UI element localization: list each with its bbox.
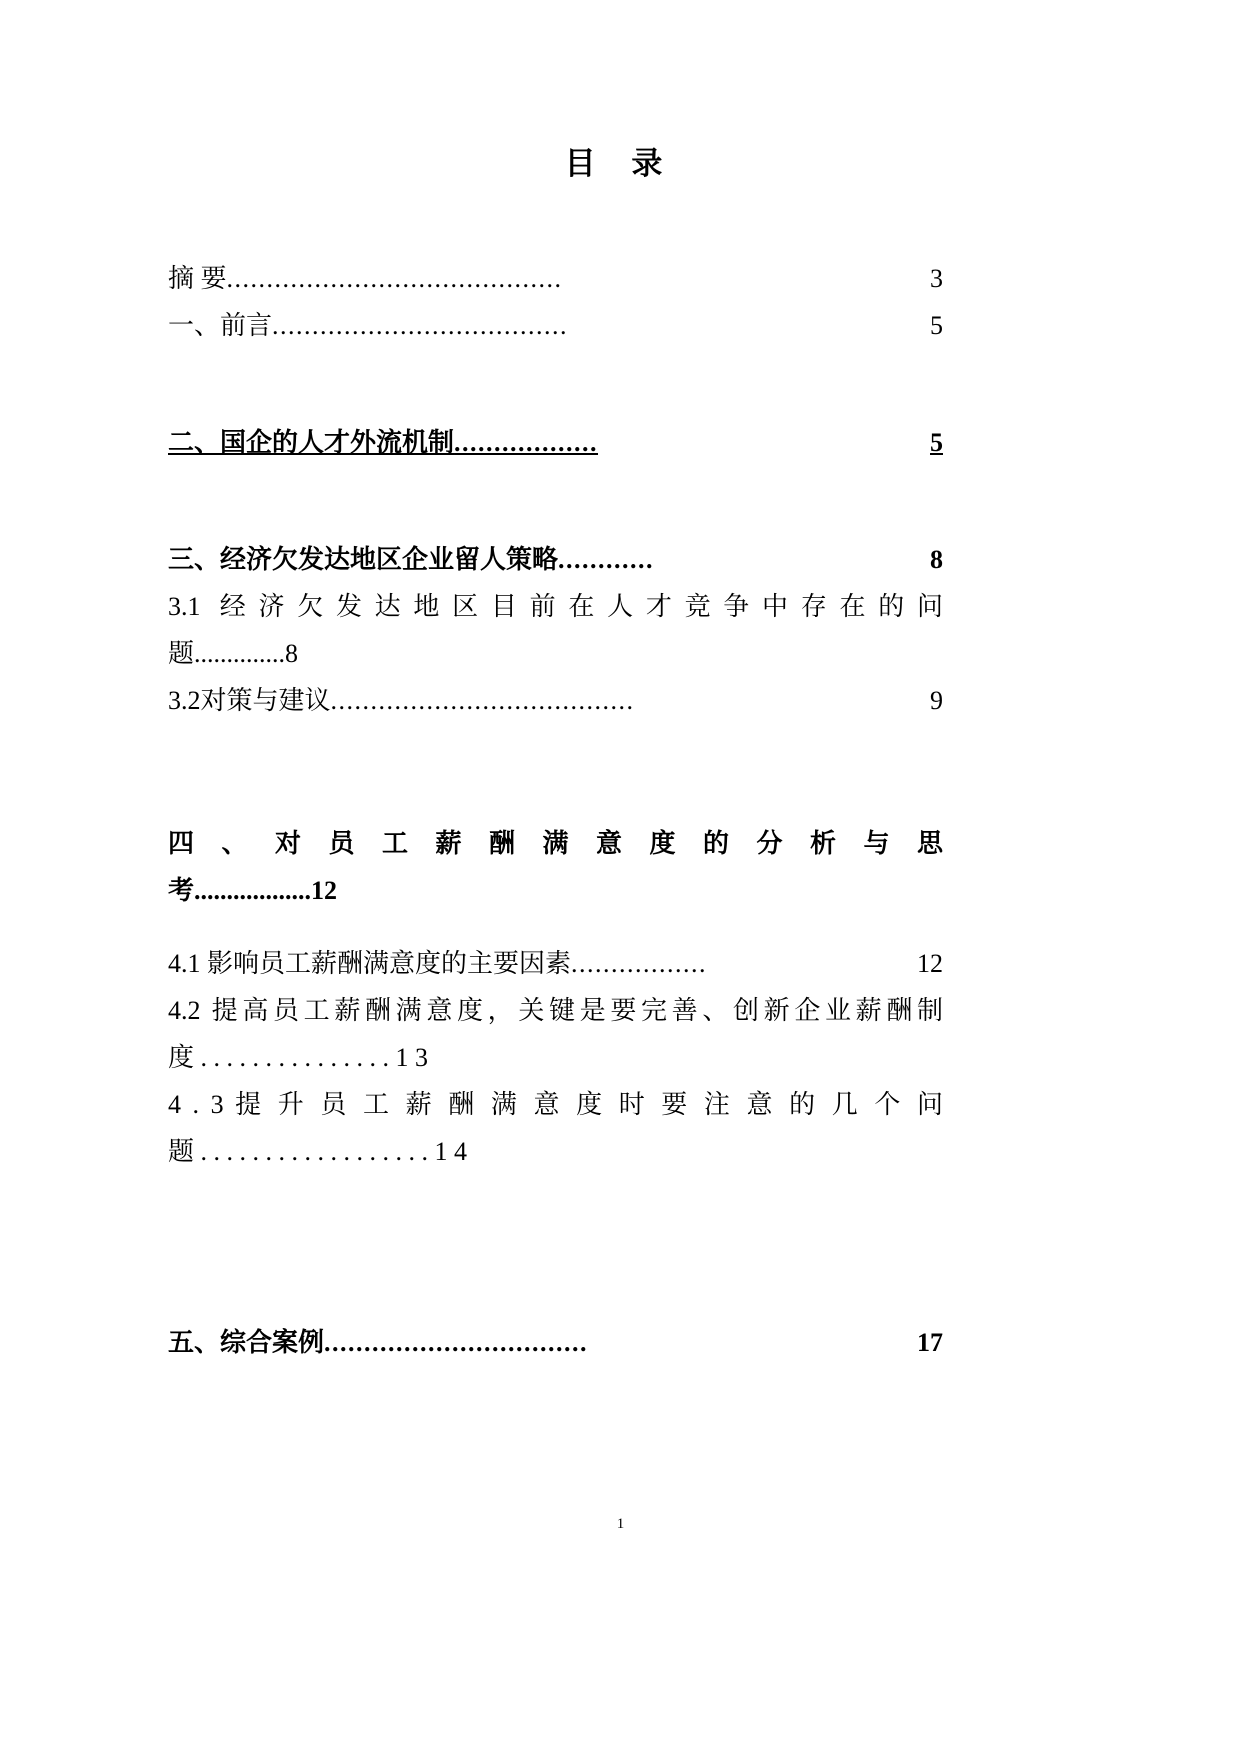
toc-entry-page: 8 — [930, 545, 943, 574]
page-title: 目 录 — [564, 146, 677, 181]
spacer — [168, 914, 943, 940]
toc-entry[interactable] — [168, 583, 943, 677]
spacer — [168, 1271, 943, 1319]
table-of-contents — [168, 255, 943, 1366]
spacer — [168, 466, 943, 536]
toc-entry-label: 4.1 影响员工薪酬满意度的主要因素 — [168, 949, 572, 978]
toc-entry-page: 5 — [930, 311, 943, 340]
toc-entry-continuation: 考..................12 — [168, 876, 338, 905]
toc-entry-label: 一、前言 — [168, 311, 273, 340]
toc-entry-label: 3.2对策与建议 — [168, 686, 331, 715]
toc-entry[interactable] — [168, 419, 943, 466]
spacer — [168, 349, 943, 419]
toc-entry-page: 5 — [930, 428, 943, 457]
toc-entry-label: 摘 要 — [168, 264, 227, 293]
toc-dot-leader: ..................................... — [272, 311, 569, 340]
toc-entry-label: 3.1 经济欠发达地区目前在人才竞争中存在的问 — [168, 592, 943, 621]
toc-entry-label: 4 . 3 提 升 员 工 薪 酬 满 意 度 时 要 注 意 的 几 个 问 — [168, 1090, 943, 1119]
page-footer: 1 — [616, 1516, 625, 1532]
toc-dot-leader: .......................................... — [226, 264, 563, 293]
toc-entry[interactable] — [168, 255, 943, 302]
toc-entry-label: 四 、 对 员 工 薪 酬 满 意 度 的 分 析 与 思 — [168, 829, 943, 858]
toc-entry-label: 4.2 提高员工薪酬满意度，关键是要完善、创新企业薪酬制 — [168, 996, 943, 1025]
toc-entry-page: 9 — [930, 686, 943, 715]
toc-entry[interactable] — [168, 940, 943, 987]
toc-entry[interactable] — [168, 820, 943, 914]
spacer — [168, 1175, 943, 1271]
toc-entry[interactable] — [168, 302, 943, 349]
toc-entry[interactable] — [168, 1319, 943, 1366]
toc-entry-page: 17 — [917, 1328, 943, 1357]
toc-entry-continuation: 题 . . . . . . . . . . . . . . . . . . 1 4 — [168, 1137, 468, 1166]
toc-dot-leader: ................................. — [324, 1328, 589, 1357]
toc-entry-continuation: 度 . . . . . . . . . . . . . . . 1 3 — [168, 1043, 429, 1072]
toc-entry[interactable] — [168, 1081, 943, 1175]
toc-dot-leader: .................. — [454, 428, 599, 457]
toc-dot-leader: ................. — [571, 949, 708, 978]
toc-dot-leader: ...................................... — [330, 686, 635, 715]
spacer — [168, 724, 943, 820]
toc-entry[interactable] — [168, 987, 943, 1081]
toc-entry-label: 二、国企的人才外流机制 — [168, 428, 455, 457]
toc-entry-label: 五、综合案例 — [168, 1328, 325, 1357]
toc-entry-page: 12 — [917, 949, 943, 978]
toc-entry-label: 三、经济欠发达地区企业留人策略 — [168, 545, 559, 574]
toc-dot-leader: ............ — [558, 545, 655, 574]
toc-entry-page: 3 — [930, 264, 943, 293]
toc-entry[interactable] — [168, 677, 943, 724]
toc-entry[interactable] — [168, 536, 943, 583]
toc-entry-continuation: 题..............8 — [168, 639, 299, 668]
